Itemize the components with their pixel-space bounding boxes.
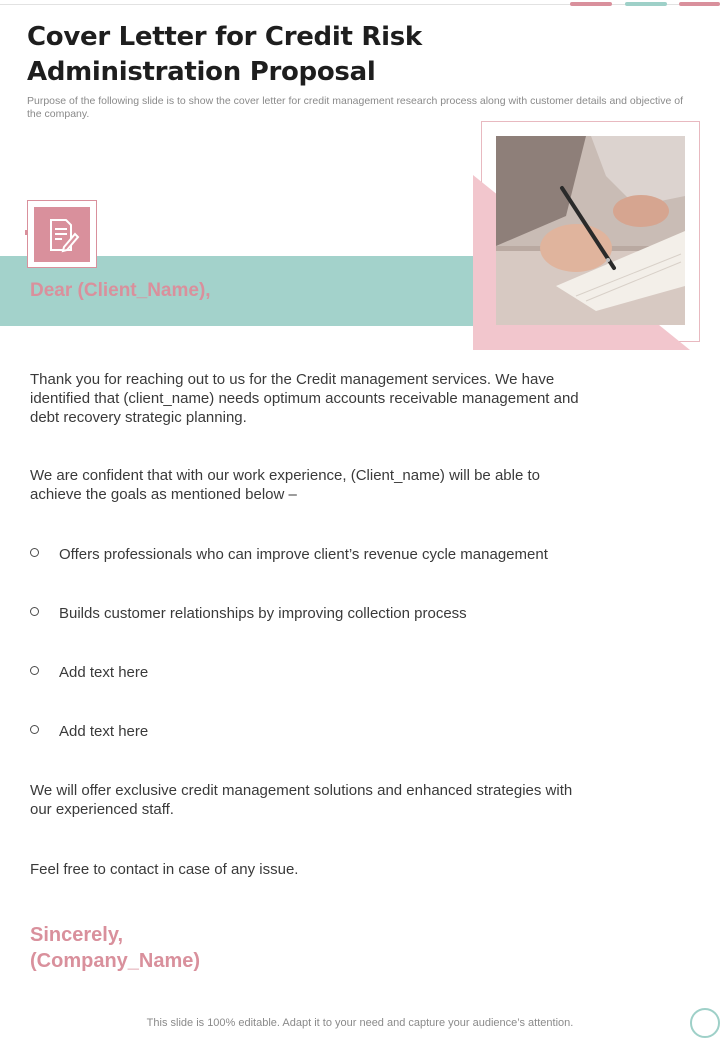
circle-bullet-icon <box>30 548 39 557</box>
letter-paragraph-2: We are confident that with our work experience, (Client_name) will be able to achieve the goals as mentioned below – <box>30 467 540 503</box>
circle-bullet-icon <box>30 607 39 616</box>
footer-note: This slide is 100% editable. Adapt it to your need and capture your audience’s attention. <box>146 1017 574 1029</box>
letter-paragraph-4: Feel free to contact in case of any issue. <box>30 861 299 878</box>
list-item-text: Builds customer relationships by improving collection process <box>59 605 467 622</box>
closing-company-name: (Company_Name) <box>30 950 201 972</box>
letter-greeting: Dear (Client_Name), <box>30 280 211 301</box>
page-title <box>27 20 587 90</box>
top-accent-bar-pink-2 <box>679 2 720 6</box>
top-divider <box>0 4 720 5</box>
circle-bullet-icon <box>30 666 39 675</box>
list-item-text: Add text here <box>59 664 149 681</box>
writing-hand-photo <box>496 136 685 325</box>
closing-salutation: Sincerely, <box>30 924 124 946</box>
title-line-2: Administration Proposal <box>27 57 376 87</box>
list-item-text: Offers professionals who can improve client’s revenue cycle management <box>59 546 548 563</box>
letter-paragraph-3: We will offer exclusive credit management solutions and enhanced strategies with our experienced staff. <box>30 782 573 818</box>
circle-bullet-icon <box>30 725 39 734</box>
corner-circle-decoration <box>690 1008 720 1038</box>
letter-paragraph-1: Thank you for reaching out to us for the Credit management services. We have identified that (client_name) needs optimum accounts receivable management and debt recovery strategic planning. <box>30 371 579 426</box>
top-accent-bar-teal <box>625 2 667 6</box>
list-item-text: Add text here <box>59 723 149 740</box>
letter-closing <box>30 922 200 974</box>
document-pen-icon <box>44 217 80 253</box>
title-line-1: Cover Letter for Credit Risk <box>27 22 422 52</box>
top-accent-bar-pink-1 <box>570 2 612 6</box>
icon-frame <box>27 200 97 268</box>
page-subtitle: Purpose of the following slide is to show the cover letter for credit management research process along with customer details and objective of the company. <box>27 95 684 120</box>
icon-box <box>34 207 90 262</box>
